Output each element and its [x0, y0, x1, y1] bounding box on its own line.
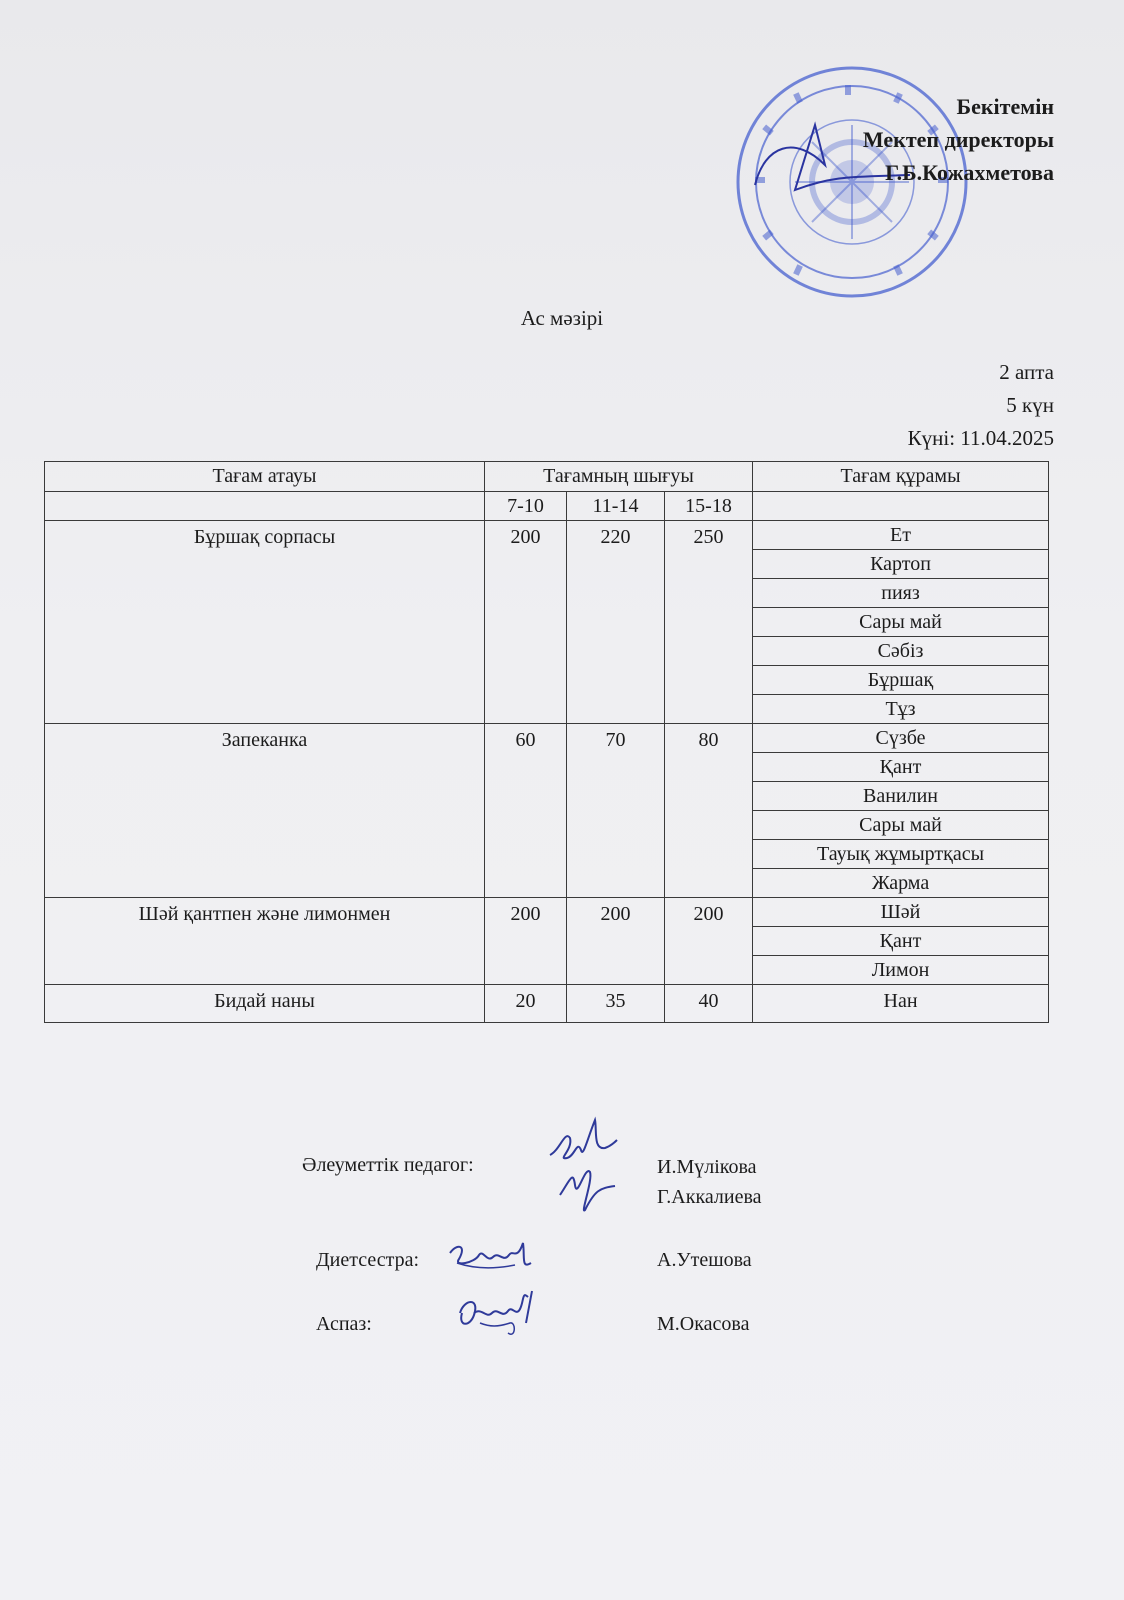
- ingredient: Нан: [753, 985, 1049, 1023]
- week-label: 2 апта: [999, 360, 1054, 384]
- dietitian-name: А.Утешова: [657, 1249, 752, 1271]
- page-title: Ас мәзірі: [520, 306, 604, 330]
- ingredient: Қант: [753, 927, 1049, 956]
- ingredient: Қант: [753, 753, 1049, 782]
- dish-output: 200: [665, 898, 753, 985]
- ingredient: Шәй: [753, 898, 1049, 927]
- dish-output: 35: [567, 985, 665, 1023]
- social-teacher-name-1: И.Мүлікова: [657, 1156, 757, 1178]
- dish-output: 80: [665, 724, 753, 898]
- ingredient: Сәбіз: [753, 637, 1049, 666]
- age-group: 11-14: [567, 492, 665, 521]
- dish-output: 70: [567, 724, 665, 898]
- dish-output: 60: [485, 724, 567, 898]
- header-composition: Тағам құрамы: [753, 462, 1049, 492]
- ingredient: Сары май: [753, 811, 1049, 840]
- dish-name: Бидай наны: [45, 985, 485, 1023]
- social-teacher-name-2: Г.Аккалиева: [657, 1186, 762, 1208]
- approval-line-1: Бекітемін: [956, 94, 1054, 119]
- dish-output: 200: [485, 898, 567, 985]
- signature-cook: [450, 1283, 545, 1343]
- age-group: 7-10: [485, 492, 567, 521]
- day-label: 5 күн: [1006, 393, 1054, 417]
- ingredient: пияз: [753, 579, 1049, 608]
- date-label: Күні: 11.04.2025: [907, 426, 1054, 450]
- dish-output: 40: [665, 985, 753, 1023]
- signature-social-teacher: [545, 1110, 625, 1220]
- ingredient: Ет: [753, 521, 1049, 550]
- ingredient: Картоп: [753, 550, 1049, 579]
- dish-output: 250: [665, 521, 753, 724]
- ingredient: Ванилин: [753, 782, 1049, 811]
- signature-dietitian: [445, 1233, 535, 1278]
- dish-name: Запеканка: [45, 724, 485, 898]
- dietitian-label: Диетсестра:: [316, 1249, 419, 1271]
- cook-label: Аспаз:: [316, 1313, 372, 1335]
- ingredient: Жарма: [753, 869, 1049, 898]
- header-dish-name: Тағам атауы: [45, 462, 485, 492]
- dish-name: Бұршақ сорпасы: [45, 521, 485, 724]
- ingredient: Тұз: [753, 695, 1049, 724]
- social-teacher-label: Әлеуметтік педагог:: [302, 1154, 474, 1176]
- ingredient: Тауық жұмыртқасы: [753, 840, 1049, 869]
- approval-line-2: Мектеп директоры: [862, 127, 1054, 152]
- ingredient: Лимон: [753, 956, 1049, 985]
- dish-name: Шәй қантпен және лимонмен: [45, 898, 485, 985]
- approval-line-3: Г.Б.Кожахметова: [885, 160, 1054, 185]
- ingredient: Сүзбе: [753, 724, 1049, 753]
- cook-name: М.Окасова: [657, 1313, 750, 1335]
- header-output: Тағамның шығуы: [485, 462, 753, 492]
- dish-output: 200: [567, 898, 665, 985]
- dish-output: 220: [567, 521, 665, 724]
- age-group: 15-18: [665, 492, 753, 521]
- ingredient: Сары май: [753, 608, 1049, 637]
- dish-output: 200: [485, 521, 567, 724]
- dish-output: 20: [485, 985, 567, 1023]
- ingredient: Бұршақ: [753, 666, 1049, 695]
